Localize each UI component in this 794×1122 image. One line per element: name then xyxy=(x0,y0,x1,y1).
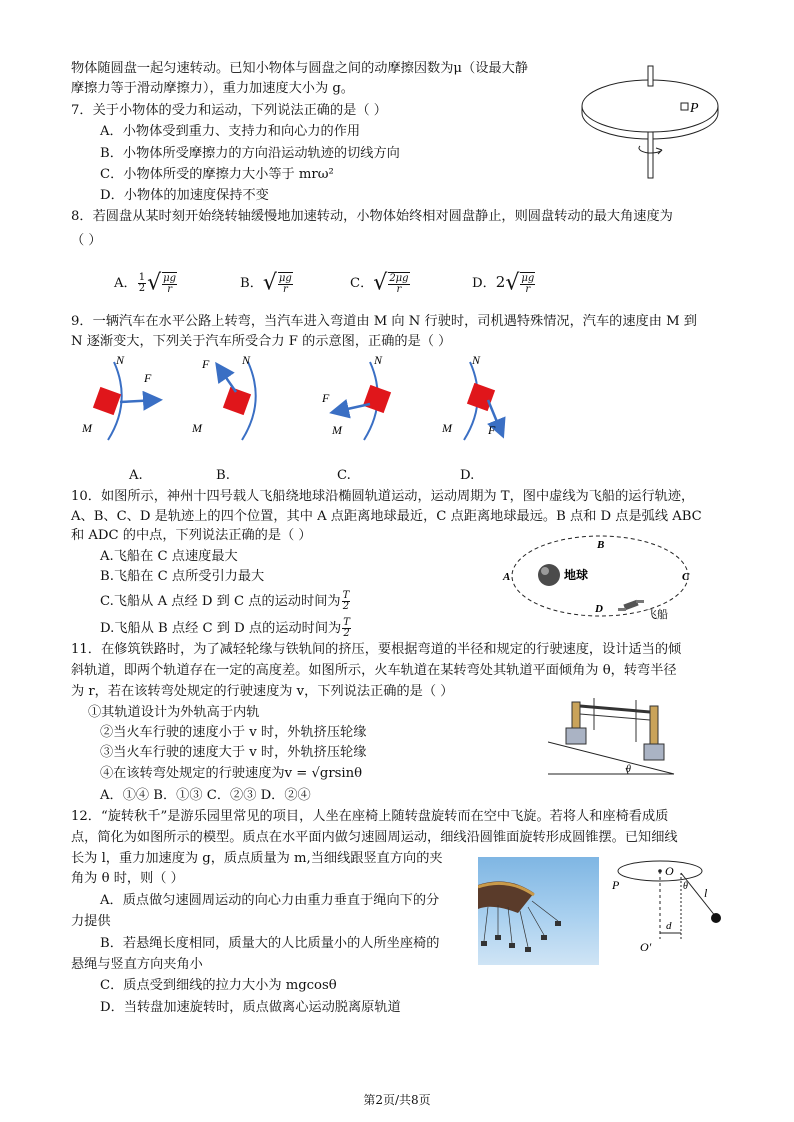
q8-b-den: r xyxy=(282,284,288,295)
q9-diagram-c xyxy=(321,353,391,440)
q9-a-f: F xyxy=(144,371,152,385)
q9-label-c: C. xyxy=(337,468,351,483)
intro-line-2: 摩擦力等于滑动摩擦力），重力加速度大小为 g。 xyxy=(71,81,354,96)
pend-label-l: l xyxy=(704,886,708,900)
q8-c-num: 2μg xyxy=(389,273,409,284)
q12-option-b-1: B．若悬绳长度相同，质量大的人比质量小的人所坐座椅的 xyxy=(100,936,440,951)
q10-option-a: A.飞船在 C 点速度最大 xyxy=(100,549,238,564)
q8-option-c: C．√ $\frac{2\mu g}{r}$ xyxy=(350,270,409,296)
q7-option-b: B．小物体所受摩擦力的方向沿运动轨迹的切线方向 xyxy=(100,146,400,161)
fig-label-p: P xyxy=(690,101,699,116)
earth-label: 地球 xyxy=(564,568,589,582)
pendulum-bob xyxy=(711,913,721,923)
q11-choices: A．①④ B．①③ C．②③ D．②④ xyxy=(100,788,311,803)
q12-option-c: C．质点受到细线的拉力大小为 mgcosθ xyxy=(100,978,337,993)
q12-line-2: 点，简化为如图所示的模型。质点在水平面内做匀速圆周运动，细线沿圆锥面旋转形成圆锥摆。已知细线 xyxy=(71,830,678,845)
turntable-figure xyxy=(580,58,730,183)
q11-statement-4: ④在该转弯处规定的行驶速度为v = √grsinθ xyxy=(100,766,363,781)
q8-c-label: C． xyxy=(350,276,374,291)
q10-line-2: A、B、C、D 是轨迹上的四个位置，其中 A 点距离地球最近，C 点距离地球最远。B 点和 D 点是弧线 ABC xyxy=(71,509,702,524)
q11-statement-3: ③当火车行驶的速度大于 v 时，外轨挤压轮缘 xyxy=(100,745,367,760)
q10-option-c-text: C.飞船从 A 点经 D 到 C 点的运动时间为 xyxy=(100,594,341,609)
q8-c-den: r xyxy=(396,284,402,295)
q9-label-a: A. xyxy=(129,468,143,483)
q8-b-num: μg xyxy=(278,273,292,284)
q9-c-f: F xyxy=(322,391,330,405)
q10-c-frac-num: T xyxy=(342,590,350,601)
q8-b-label: B． xyxy=(240,276,263,291)
q8-a-num: μg xyxy=(163,273,177,284)
q9-diagrams xyxy=(70,352,540,448)
earth-icon xyxy=(538,564,560,586)
q10-d-frac-num: T xyxy=(343,617,350,628)
q10-option-d xyxy=(100,618,352,639)
q9-c-n: N xyxy=(374,353,383,367)
q10-option-c xyxy=(100,591,351,612)
q8-d-num: μg xyxy=(521,273,535,284)
q9-line-1: 9．一辆汽车在水平公路上转弯，当汽车进入弯道由 M 向 N 行驶时，司机遇特殊情况，汽车的速度由 M 到 xyxy=(71,314,697,329)
q12-line-1: 12．“旋转秋千”是游乐园里常见的项目，人坐在座椅上随转盘旋转而在空中飞旋。若将人和座椅看成质 xyxy=(71,809,669,824)
pend-label-theta: θ xyxy=(683,881,688,892)
q8-paren: （ ） xyxy=(71,233,102,248)
q8-option-d: D．2√ $\frac{\mu g}{r}$ xyxy=(472,270,535,296)
q9-label-b: B. xyxy=(216,468,230,483)
q7-option-c: C．小物体所受的摩擦力大小等于 mrω² xyxy=(100,167,334,182)
q11-statement-1: ①其轨道设计为外轨高于内轨 xyxy=(88,705,260,720)
q8-stem: 8．若圆盘从某时刻开始绕转轴缓慢地加速转动，小物体始终相对圆盘静止，则圆盘转动的最大角速度为 xyxy=(71,209,673,224)
q8-a-coef xyxy=(138,273,146,294)
orbit-point-c: C xyxy=(682,571,690,583)
q7-option-a: A．小物体受到重力、支持力和向心力的作用 xyxy=(100,124,361,139)
q10-d-frac-den: 2 xyxy=(343,628,350,639)
q8-a-coef-num: 1 xyxy=(138,272,146,283)
q11-line-2: 斜轨道，即两个轨道存在一定的高度差。如图所示，火车轨道在某转弯处其轨道平面倾角为 θ，转弯半径 xyxy=(71,663,677,678)
q8-a-coef-den: 2 xyxy=(138,283,146,294)
q9-diagram-b xyxy=(191,353,256,440)
orbit-point-b: B xyxy=(597,539,605,551)
q8-a-label: A． xyxy=(114,276,137,291)
q9-b-n: N xyxy=(242,353,251,367)
q7-option-d: D．小物体的加速度保持不变 xyxy=(100,188,269,203)
q9-d-n: N xyxy=(472,353,481,367)
q12-option-a-1: A．质点做匀速圆周运动的向心力由重力垂直于绳向下的分 xyxy=(100,893,440,908)
q9-b-m: M xyxy=(192,421,202,435)
q9-a-m: M xyxy=(82,421,92,435)
q12-line-4: 角为 θ 时，则（ ） xyxy=(71,871,184,886)
q8-option-b: B．√ $\frac{\mu g}{r}$ xyxy=(240,270,292,296)
q9-a-n: N xyxy=(116,353,125,367)
q9-label-d: D. xyxy=(460,468,475,483)
q9-line-2: N 逐渐变大，下列关于汽车所受合力 F 的示意图，正确的是（ ） xyxy=(71,334,452,349)
pend-label-d: d xyxy=(666,920,672,932)
q12-option-b-2: 悬绳与竖直方向夹角小 xyxy=(71,957,203,972)
q9-diagram-a xyxy=(81,353,158,440)
pend-label-p: P xyxy=(612,878,620,892)
q9-c-m: M xyxy=(332,423,342,437)
q10-option-b: B.飞船在 C 点所受引力最大 xyxy=(100,569,265,584)
q9-d-m: M xyxy=(442,421,452,435)
q8-option-a: A． $\frac{1}{2}$ √ $\frac{\mu g}{r}$ xyxy=(114,270,177,296)
conical-pendulum-figure xyxy=(610,857,735,957)
q9-diagram-d xyxy=(441,353,502,440)
spaceship-icon xyxy=(618,600,644,611)
q9-b-f: F xyxy=(202,357,210,371)
q10-c-frac-den: 2 xyxy=(342,601,350,612)
rail-figure xyxy=(548,690,678,776)
q12-option-a-2: 力提供 xyxy=(71,914,111,929)
orbit-point-a: A xyxy=(503,571,511,583)
orbit-point-d: D xyxy=(595,603,603,615)
q8-d-label: D． xyxy=(472,276,496,291)
q7-stem: 7．关于小物体的受力和运动，下列说法正确的是（ ） xyxy=(71,103,387,118)
q12-option-d: D．当转盘加速旋转时，质点做离心运动脱离原轨道 xyxy=(100,1000,401,1015)
q11-line-3: 为 r，若在该转弯处规定的行驶速度为 v，下列说法正确的是（ ） xyxy=(71,684,454,699)
q11-statement-2: ②当火车行驶的速度小于 v 时，外轨挤压轮缘 xyxy=(100,725,367,740)
q10-line-1: 10．如图所示，神州十四号载人飞船绕地球沿椭圆轨道运动，运动周期为 T，图中虚线为飞船的运行轨迹， xyxy=(71,489,695,504)
pend-label-o: O xyxy=(665,864,674,878)
orbit-figure xyxy=(500,522,710,622)
intro-line-1: 物体随圆盘一起匀速转动。已知小物体与圆盘之间的动摩擦因数为μ（设最大静 xyxy=(71,61,528,76)
page-footer: 第2页/共8页 xyxy=(363,1093,431,1107)
ship-label: 飞船 xyxy=(646,609,668,621)
q8-a-den: r xyxy=(167,284,172,295)
rail-theta: θ xyxy=(626,764,631,775)
q9-d-f: F xyxy=(488,423,496,437)
q12-line-3: 长为 l，重力加速度为 g，质点质量为 m,当细线跟竖直方向的夹 xyxy=(71,851,443,866)
swing-ride-photo xyxy=(478,857,599,965)
q8-d-coef: 2 xyxy=(495,273,506,291)
pend-label-o-prime: O′ xyxy=(640,940,652,954)
q10-line-3: 和 ADC 的中点，下列说法正确的是（ ） xyxy=(71,528,312,543)
q11-line-1: 11．在修筑铁路时，为了减轻轮缘与铁轨间的挤压，要根据弯道的半径和规定的行驶速度，设计适当的倾 xyxy=(71,642,682,657)
q10-option-d-text: D.飞船从 B 点经 C 到 D 点的运动时间为 xyxy=(100,621,342,636)
q8-d-den: r xyxy=(525,284,531,295)
